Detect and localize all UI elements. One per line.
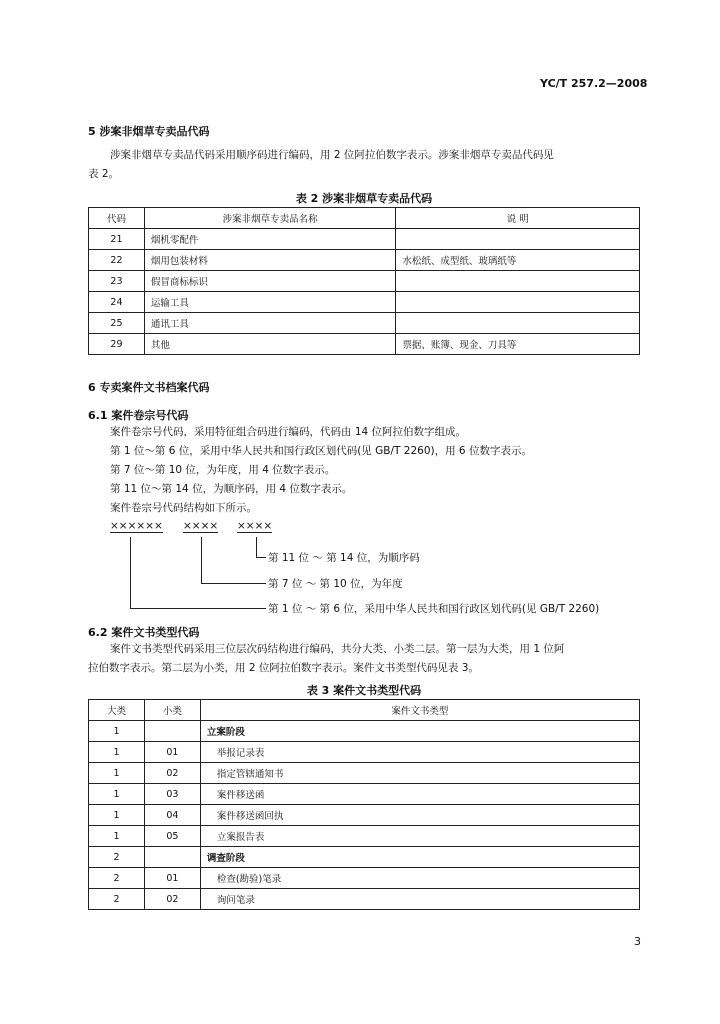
section-6-1-line: 案件卷宗号代码结构如下所示。	[110, 502, 257, 514]
table2-header-cell: 代码	[89, 208, 145, 229]
table-cell	[144, 847, 200, 868]
table-cell: 1	[89, 742, 145, 763]
label-sequence: 第 11 位 ～ 第 14 位，为顺序码	[268, 552, 420, 564]
table-row	[89, 292, 640, 313]
table3-header-cell: 小类	[144, 700, 200, 721]
table-cell: 03	[144, 784, 200, 805]
label-year: 第 7 位 ～ 第 10 位，为年度	[268, 578, 403, 590]
table-row	[89, 868, 640, 889]
table3-header-row	[89, 700, 640, 721]
table-cell: 25	[89, 313, 145, 334]
table-cell: 24	[89, 292, 145, 313]
table-cell: 1	[89, 826, 145, 847]
table-cell: 22	[89, 250, 145, 271]
table-cell: 01	[144, 868, 200, 889]
table-row	[89, 889, 640, 910]
section-6-2-line1: 案件文书类型代码采用三位层次码结构进行编码，共分大类、小类二层。第一层为大类，用 1 位阿	[110, 643, 565, 655]
table-cell: 水松纸、成型纸、玻璃纸等	[396, 250, 640, 271]
table-cell: 2	[89, 889, 145, 910]
section-6-1-heading: 6.1 案件卷宗号代码	[88, 409, 189, 422]
table-cell: 05	[144, 826, 200, 847]
table-cell: 02	[144, 763, 200, 784]
table-row	[89, 313, 640, 334]
table-cell	[396, 229, 640, 250]
table-row	[89, 229, 640, 250]
label-region: 第 1 位 ～ 第 6 位，采用中华人民共和国行政区划代码(见 GB/T 2260)	[268, 603, 600, 615]
table-row	[89, 784, 640, 805]
table-cell: 运输工具	[144, 292, 396, 313]
table3-header-cell: 大类	[89, 700, 145, 721]
section-5-heading: 5 涉案非烟草专卖品代码	[88, 125, 210, 138]
table-cell	[396, 271, 640, 292]
table-cell: 案件移送函回执	[200, 805, 639, 826]
connector-line	[201, 583, 266, 584]
table-cell: 23	[89, 271, 145, 292]
table-row	[89, 271, 640, 292]
table-row	[89, 742, 640, 763]
standard-code: YC/T 257.2—2008	[540, 77, 648, 90]
table2-header-cell: 说 明	[396, 208, 640, 229]
code-segment-region: ××××××	[110, 520, 163, 532]
table-cell: 04	[144, 805, 200, 826]
table-cell: 通讯工具	[144, 313, 396, 334]
code-segment-sequence: ××××	[237, 520, 273, 532]
section-5-para-line2: 表 2。	[88, 168, 120, 180]
table2	[88, 207, 640, 355]
section-6-1-line: 第 1 位～第 6 位，采用中华人民共和国行政区划代码(见 GB/T 2260)，用 6 位数字表示。	[110, 445, 532, 457]
table2-caption: 表 2 涉案非烟草专卖品代码	[295, 192, 433, 205]
connector-line	[130, 608, 266, 609]
table-cell: 调查阶段	[200, 847, 639, 868]
table-cell: 02	[144, 889, 200, 910]
connector-line	[130, 537, 131, 609]
table-cell: 2	[89, 847, 145, 868]
section-5-para-line1: 涉案非烟草专卖品代码采用顺序码进行编码，用 2 位阿拉伯数字表示。涉案非烟草专卖品代码见	[110, 149, 554, 161]
code-segment-year: ××××	[183, 520, 219, 532]
table-cell: 举报记录表	[200, 742, 639, 763]
table-cell	[144, 721, 200, 742]
section-6-1-line: 案件卷宗号代码，采用特征组合码进行编码，代码由 14 位阿拉伯数字组成。	[110, 426, 467, 438]
table-cell: 烟机零配件	[144, 229, 396, 250]
table-cell: 检查(勘验)笔录	[200, 868, 639, 889]
table-cell: 立案报告表	[200, 826, 639, 847]
section-6-1-line: 第 11 位～第 14 位，为顺序码，用 4 位数字表示。	[110, 483, 353, 495]
table-cell: 立案阶段	[200, 721, 639, 742]
table-cell: 假冒商标标识	[144, 271, 396, 292]
table-row	[89, 334, 640, 355]
table-cell	[396, 313, 640, 334]
table-cell: 烟用包装材料	[144, 250, 396, 271]
table-cell: 其他	[144, 334, 396, 355]
page-number: 3	[634, 935, 641, 948]
table-row	[89, 805, 640, 826]
table-cell: 案件移送函	[200, 784, 639, 805]
table-row	[89, 250, 640, 271]
table-cell: 1	[89, 805, 145, 826]
table-cell: 21	[89, 229, 145, 250]
connector-line	[256, 537, 257, 558]
table-row	[89, 721, 640, 742]
table2-header-cell: 涉案非烟草专卖品名称	[144, 208, 396, 229]
table3-header-cell: 案件文书类型	[200, 700, 639, 721]
table-row	[89, 826, 640, 847]
table-cell: 01	[144, 742, 200, 763]
table-cell: 29	[89, 334, 145, 355]
table-cell	[396, 292, 640, 313]
table2-header-row	[89, 208, 640, 229]
table-cell: 2	[89, 868, 145, 889]
table-row	[89, 763, 640, 784]
table-cell: 1	[89, 763, 145, 784]
table-cell: 指定管辖通知书	[200, 763, 639, 784]
table-cell: 票据、账簿、现金、刀具等	[396, 334, 640, 355]
section-6-2-heading: 6.2 案件文书类型代码	[88, 626, 200, 639]
table3	[88, 699, 640, 910]
section-6-1-line: 第 7 位～第 10 位，为年度，用 4 位数字表示。	[110, 464, 336, 476]
section-6-heading: 6 专卖案件文书档案代码	[88, 381, 210, 394]
connector-line	[201, 537, 202, 584]
table3-caption: 表 3 案件文书类型代码	[306, 684, 422, 697]
table-row	[89, 847, 640, 868]
section-6-2-line2: 拉伯数字表示。第二层为小类，用 2 位阿拉伯数字表示。案件文书类型代码见表 3。	[88, 662, 479, 674]
connector-line	[256, 557, 266, 558]
table-cell: 询问笔录	[200, 889, 639, 910]
table-cell: 1	[89, 784, 145, 805]
table-cell: 1	[89, 721, 145, 742]
